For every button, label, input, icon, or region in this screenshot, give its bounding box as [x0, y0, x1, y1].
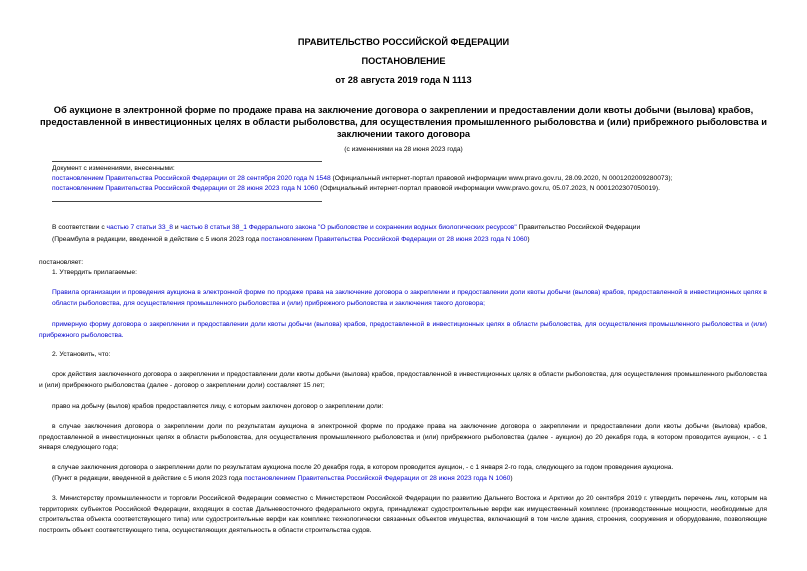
decree-1060-link[interactable]: постановлением Правительства Российской Федерации от 28 июня 2023 года N 1060: [244, 475, 511, 482]
divider-top: [52, 161, 322, 162]
item-3: 3. Министерству промышленности и торговли Российской Федерации совместно с Министерством Российской Федерации по развитию Дальнего Востока и Арктики до 20 сентября 2019 г. утвердить перечень лиц, которым на территориях субъектов Российской Федерации, входящих в состав Дальневосточного федерального округа, принадлежат судостроительные верфи как имущественный комплекс (производственные мощности, необходимые для строительства объекта соответствующего типа) или судостроительные верфи как комплекс технологически связанных объектов имущества, включающий в том числе здания, строения, сооружения и оборудование, позволяющие построить объект соответствующего типа, осуществляющих деятельность в области строительства судов.: [39, 495, 767, 534]
para-auction: в случае заключения договора о закреплении доли по результатам аукциона в электронной форме по продаже права на заключение договора о закреплении и предоставлении доли квоты добычи (вылова) крабов, предоставленной в инвестиционных целях в области рыболовства, для осуществления промышленного рыболовства и (или) прибрежного рыболовства (далее - аукцион) до 20 декабря года, в котором проводится аукцион, - с 1 января следующего года;: [39, 423, 767, 451]
form-link[interactable]: [39, 320, 767, 341]
note-text: ): [510, 475, 513, 482]
preamble-text: и: [173, 224, 181, 231]
item-1: 1. Утвердить прилагаемые:: [52, 269, 137, 276]
document-title: Об аукционе в электронной форме по продаже права на заключение договора о закреплении и предоставлении доли квоты добычи (вылова) крабов, предоставленной в инвестиционных целях в области рыболовства, для осуществления промышленного рыболовства и (или) прибрежного рыболовства и заключении такого договора: [40, 105, 767, 139]
para-term: срок действия заключенного договора о закреплении и предоставлении доли квоты добычи (вылова) крабов, предоставленной в инвестиционных целях в области рыболовства, для осуществления промышленного рыболовства и (или) прибрежного рыболовства (далее - договор о закреплении доли) составляет 15 лет;: [39, 371, 767, 389]
amendment-text: (Официальный интернет-портал правовой информации www.pravo.gov.ru, 28.09.2020, N 0001202009280073);: [330, 175, 673, 182]
preamble-note: [52, 235, 792, 246]
amendment-link[interactable]: постановлением Правительства Российской Федерации от 28 сентября 2020 года N 1548: [52, 175, 331, 182]
note-text: (Пункт в редакции, введенной в действие с 5 июля 2023 года: [52, 475, 245, 482]
law-link-part8[interactable]: частью 8 статьи 38_1 Федерального закона "О рыболовстве и сохранении водных биологических ресурсов": [180, 224, 517, 231]
amendments-heading: Документ с изменениями, внесенными:: [52, 165, 175, 172]
para-after-note: [52, 474, 792, 485]
revision-note: (с изменениями на 28 июня 2023 года): [344, 146, 463, 153]
preamble: [52, 223, 792, 234]
preamble-text: Правительство Российской Федерации: [516, 224, 641, 231]
preamble-text: В соответствии с: [52, 224, 107, 231]
amendment-link[interactable]: постановлением Правительства Российской Федерации от 28 июня 2023 года N 1060: [52, 185, 319, 192]
form-link-text[interactable]: примерную форму договора о закреплении и предоставлении доли квоты добычи (вылова) крабов, предоставленной в инвестиционных целях в области рыболовства, для осуществления промышленного рыболовства и (или) прибрежного рыболовства.: [39, 321, 767, 339]
amendment-item: [52, 174, 792, 185]
note-text: (Преамбула в редакции, введенной в действие с 5 июля 2023 года: [52, 236, 262, 243]
amendment-item: [52, 184, 792, 195]
amendment-text: (Официальный интернет-портал правовой информации www.pravo.gov.ru, 05.07.2023, N 0001202307050019).: [318, 185, 660, 192]
issuer-heading: ПРАВИТЕЛЬСТВО РОССИЙСКОЙ ФЕДЕРАЦИИ: [297, 37, 510, 47]
document-type: ПОСТАНОВЛЕНИЕ: [361, 56, 446, 66]
rules-link-text[interactable]: Правила организации и проведения аукциона в электронной форме по продаже права на заключение договора о закреплении и предоставлении доли квоты добычи (вылова) крабов, предоставленной в инвестиционных целях в области рыболовства, для осуществления промышленного рыболовства и (или) прибрежного рыболовства и заключения такого договора;: [52, 289, 767, 307]
law-link-part7[interactable]: частью 7 статьи 33_8: [106, 224, 174, 231]
item-2: 2. Установить, что:: [52, 351, 111, 358]
note-text: ): [527, 236, 530, 243]
divider-bottom: [52, 201, 322, 202]
decrees-word: постановляет:: [39, 259, 84, 266]
rules-link[interactable]: [52, 288, 767, 309]
para-right: право на добычу (вылов) крабов предоставляется лицу, с которым заключен договор о закреплении доли:: [52, 403, 384, 410]
decree-1060-link[interactable]: постановлением Правительства Российской Федерации от 28 июня 2023 года N 1060: [261, 236, 528, 243]
document-date-number: от 28 августа 2019 года N 1113: [335, 75, 472, 85]
para-after: в случае заключения договора о закреплении доли по результатам аукциона после 20 декабря года, в котором проводится аукцион, - с 1 января 2-го года, следующего за годом проведения аукциона.: [52, 464, 674, 471]
